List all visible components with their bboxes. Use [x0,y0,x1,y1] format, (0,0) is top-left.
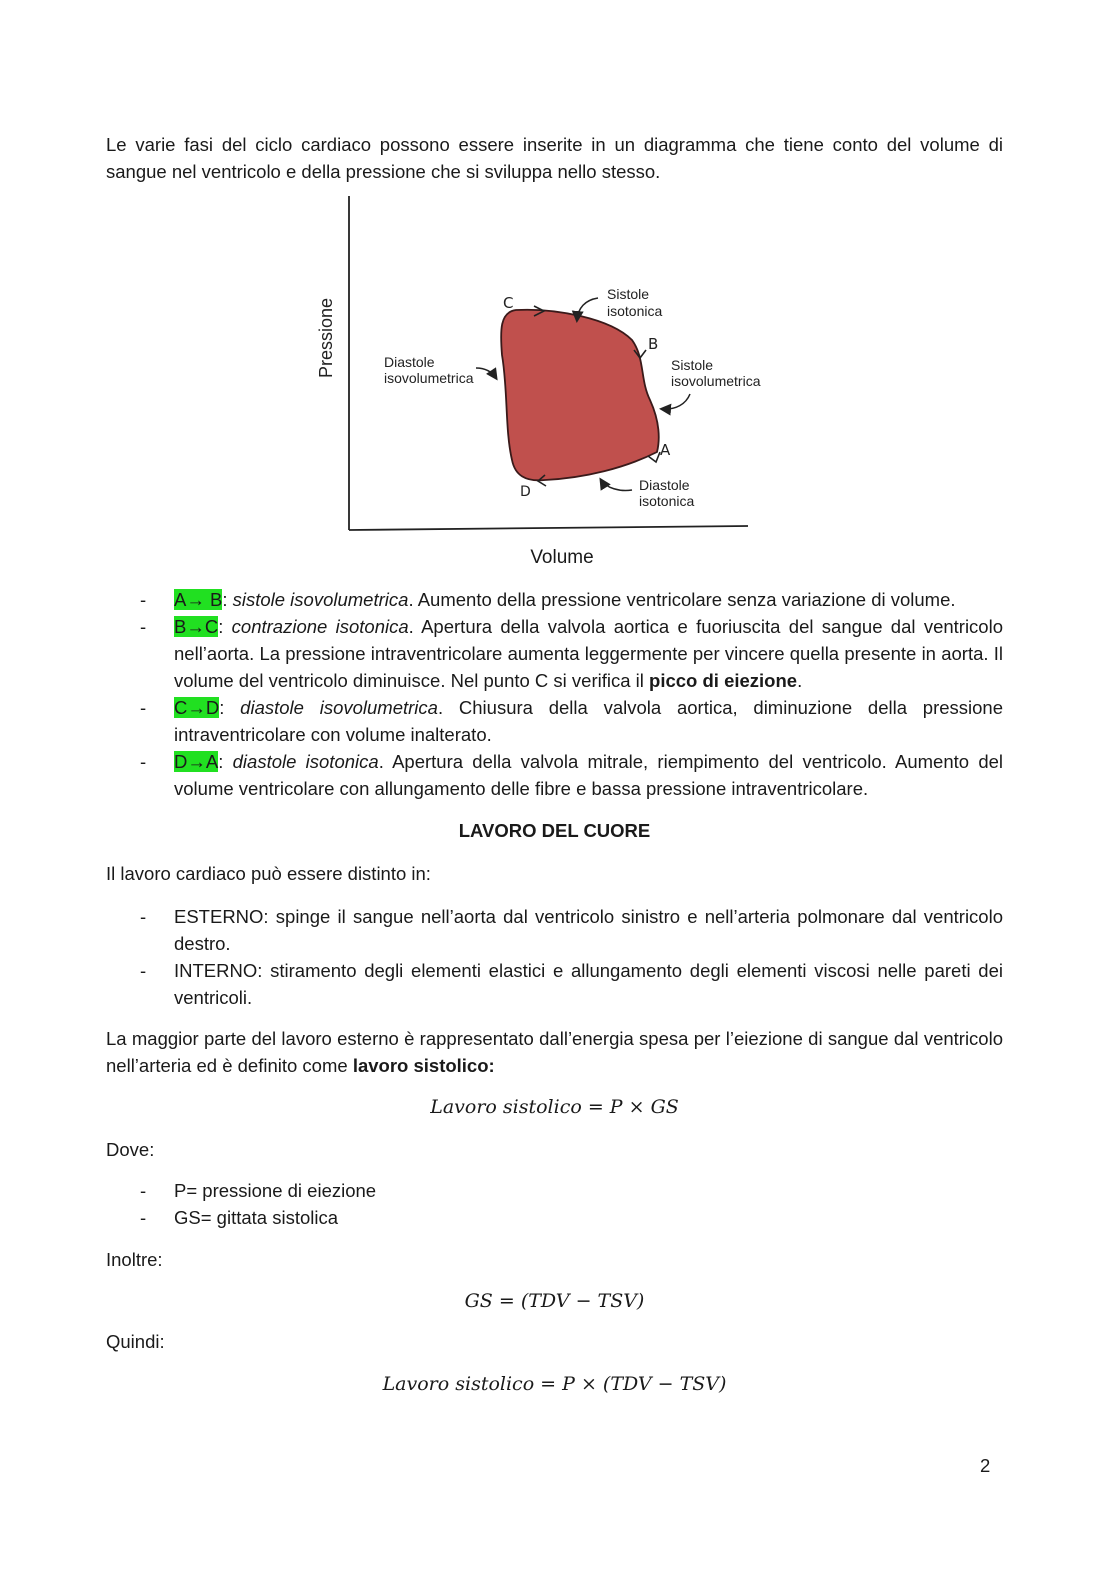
inoltre-label: Inoltre: [106,1249,163,1270]
phase-name: diastole isovolumetrica [240,697,438,718]
quindi-label: Quindi: [106,1331,165,1352]
label-diastole-isotonica-1: Diastole [639,477,690,493]
phase-tag: B→C [174,616,219,637]
definition-item: - P= pressione di eiezione [106,1177,1003,1204]
y-axis-label: Pressione [316,297,336,379]
dove-label: Dove: [106,1139,155,1160]
phase-bold: picco di eiezione [649,670,798,691]
phases-list [106,586,1003,802]
phase-sep: : [219,697,241,718]
phase-item [106,748,1003,802]
label-diastole-isotonica-2: isotonica [639,493,695,509]
lavoro-intro: Il lavoro cardiaco può essere distinto in: [106,863,431,884]
phase-text: . Chiusura della valvola aortica, diminuzione della pressione intraventricolare con volume inalterato. [174,697,1003,745]
lavoro-type-item: - ESTERNO: spinge il sangue nell’aorta dal ventricolo sinistro e nell’arteria polmonare dal ventricolo destro. [106,903,1003,957]
arrow-sistole-isovolumetrica [662,394,690,409]
point-label-a: A [660,441,671,459]
lavoro-type-item: - INTERNO: stiramento degli elementi elastici e allungamento degli elementi viscosi nelle pareti dei ventricoli. [106,957,1003,1011]
phase-item [106,586,1003,613]
section-title: LAVORO DEL CUORE [458,820,651,841]
page-number: 2 [980,1455,991,1476]
phase-tag: A→ B [174,589,223,610]
point-label-b: B [648,335,659,353]
label-diastole-isovolumetrica-1: Diastole [384,354,435,370]
intro-paragraph: Le varie fasi del ciclo cardiaco possono essere inserite in un diagramma che tiene conto del volume di sangue nel ventricolo e della pressione che si sviluppa nello stesso. [106,134,1003,182]
lavoro-esterno-text: La maggior parte del lavoro esterno è rappresentato dall’energia spesa per l’eiezione di sangue dal ventricolo nell’arteria ed è definito come [106,1028,1003,1076]
pv-loop-area [501,310,659,481]
phase-item [106,694,1003,748]
lavoro-types-list [106,903,1003,1011]
x-axis [349,526,748,530]
phase-after: . [797,670,803,691]
point-label-c: C [503,294,514,312]
definition-item: - GS= gittata sistolica [106,1204,1003,1231]
phase-tag: D→A [174,751,219,772]
phase-text: . Apertura della valvola mitrale, riempimento del ventricolo. Aumento del volume ventricolare con allungamento delle fibre e bassa pressione intraventricolare. [174,751,1004,799]
lavoro-esterno-paragraph [106,1025,1003,1079]
label-diastole-isovolumetrica-2: isovolumetrica [384,370,474,386]
phase-item [106,613,1003,694]
formula-lavoro-sistolico: Lavoro sistolico = P × GS [430,1096,679,1118]
formula-lavoro-completo: Lavoro sistolico = P × (TDV − TSV) [382,1373,727,1395]
x-axis-label: Volume [530,547,594,568]
label-sistole-isovolumetrica-1: Sistole [671,357,714,373]
point-label-d: D [520,484,531,500]
definitions-list [106,1177,1003,1231]
phase-text: . Aumento della pressione ventricolare senza variazione di volume. [408,589,956,610]
phase-sep: : [218,616,232,637]
phase-name: sistole isovolumetrica [232,589,409,610]
phase-name: diastole isotonica [232,751,379,772]
phase-name: contrazione isotonica [231,616,409,637]
arrow-diastole-isotonica [601,480,632,491]
phase-sep: : [218,751,233,772]
phase-tag: C→D [174,697,220,718]
formula-gittata: GS = (TDV − TSV) [464,1290,645,1312]
label-sistole-isotonica-2: isotonica [607,303,663,319]
label-sistole-isovolumetrica-2: isovolumetrica [671,373,761,389]
arrow-diastole-isovolumetrica [476,368,496,378]
phase-text: . Apertura della valvola aortica e fuoriuscita del sangue dal ventricolo nell’aorta. La pressione intraventricolare aumenta leggermente per vincere quella presente in aorta. Il volume del ventricolo diminuisce. Nel punto C si verifica il [174,616,1003,691]
label-sistole-isotonica-1: Sistole [607,286,650,302]
pressure-volume-diagram [0,190,1116,590]
lavoro-sistolico-term: lavoro sistolico: [352,1055,495,1076]
phase-sep: : [222,589,233,610]
